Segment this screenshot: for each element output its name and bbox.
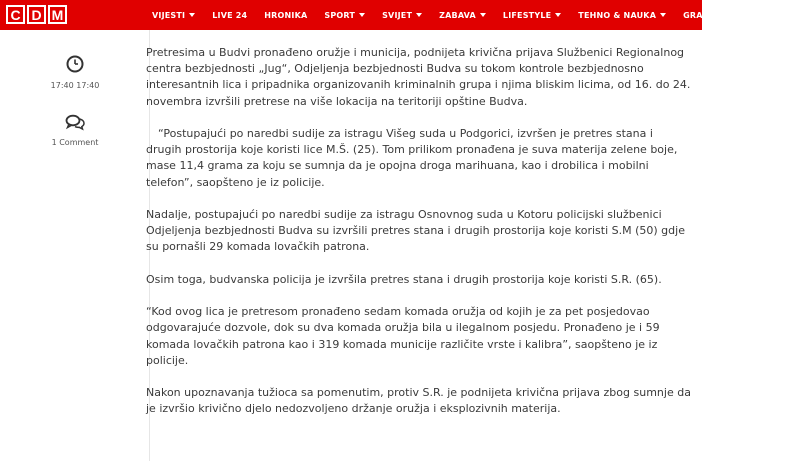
publish-time [0, 55, 150, 90]
nav-label: SPORT [324, 10, 356, 20]
top-navigation-bar [0, 0, 784, 30]
nav-label: ZABAVA [439, 10, 476, 20]
article-body [146, 45, 691, 434]
nav-label: LIVE 24 [212, 10, 248, 20]
nav-item-live24[interactable] [212, 0, 247, 30]
article-paragraph: “Postupajući po naredbi sudije za istragu Višeg suda u Podgorici, izvršen je pretres stana i drugih prostorija koje koristi lice M.Š. (25). Tom prilikom pronađena je suva materija zelene boje, mase 11,4 grama za koju se sumnja da je opojna droga marihuana, kao i drobilica i mobilni telefon”, saopšteno je iz policije. [146, 127, 678, 189]
chevron-down-icon [359, 13, 365, 17]
comments-icon [65, 114, 85, 130]
chevron-down-icon [189, 13, 195, 17]
nav-label: AUTO-MOTO [726, 10, 784, 20]
article-paragraph: Pretresima u Budvi pronađeno oružje i municija, podnijeta krivična prijava Službenici Regionalnog centra bezbjednosti „Jug“, Odjeljenja bezbjednosti Budva su tokom kontrole bezbjednosno interesantnih lica i pripadnika organizovanih kriminalnih grupa i njima bliskim licima, od 16. do 24. novembra izvršili pretrese na više lokacija na teritoriji opštine Budva. [146, 46, 691, 108]
chevron-down-icon [416, 13, 422, 17]
nav-item-lifestyle[interactable] [503, 0, 561, 30]
nav-item-auto-moto[interactable] [726, 0, 793, 30]
logo-letter-c: C [6, 5, 25, 24]
article-paragraph: “Kod ovog lica je pretresom pronađeno sedam komada oružja od kojih je za pet posjedovao odgovarajuće dozvole, dok su dva komada oružja bila u ilegalnom posjedu. Pronađeno je i 59 komada lovačkih patrona kao i 319 komada municije različite vrste i kalibra”, saopšteno je iz policije. [146, 305, 660, 367]
nav-item-svijet[interactable] [382, 0, 422, 30]
nav-label: HRONIKA [264, 10, 308, 20]
main-nav [152, 0, 810, 30]
nav-label: GRAD [683, 10, 710, 20]
nav-label: VIJESTI [152, 10, 186, 20]
article-paragraph: Nakon upoznavanja tužioca sa pomenutim, protiv S.R. je podnijeta krivična prijava zbog sumnje da je izvršio krivično djelo nedozvoljeno držanje oružja i eksplozivnih materija. [146, 386, 691, 416]
clock-icon [66, 55, 84, 73]
article-paragraph: Nadalje, postupajući po naredbi sudije za istragu Osnovnog suda u Kotoru policijski službenici Odjeljenja bezbjednosti Budva su izvršili pretres stana i drugih prostorija koje koristi S.M (50) gdje su pornašli 29 komada lovačkih patrona. [146, 208, 685, 254]
nav-item-vijesti[interactable] [152, 0, 195, 30]
nav-label: SVIJET [382, 10, 413, 20]
article-meta-sidebar [0, 30, 150, 461]
nav-item-grad[interactable] [683, 0, 709, 30]
nav-item-zabava[interactable] [439, 0, 486, 30]
nav-item-hronika[interactable] [264, 0, 307, 30]
nav-label: LIFESTYLE [502, 10, 552, 20]
logo-letter-m: M [48, 5, 67, 24]
chevron-down-icon [660, 13, 666, 17]
cdm-logo[interactable] [6, 5, 67, 24]
article-paragraph: Osim toga, budvanska policija je izvršila pretres stana i drugih prostorija koje koristi S.R. (65). [146, 272, 662, 286]
nav-label: TEHNO & NAUKA [578, 10, 657, 20]
logo-letter-d: D [27, 5, 46, 24]
nav-item-tehno-nauka[interactable] [578, 0, 666, 30]
publish-time-text: 17:40 17:40 [50, 81, 100, 90]
chevron-down-icon [555, 13, 561, 17]
chevron-down-icon [787, 13, 793, 17]
comment-count-text: 1 Comment [51, 138, 99, 147]
nav-item-sport[interactable] [324, 0, 365, 30]
comment-count[interactable] [0, 114, 150, 147]
chevron-down-icon [480, 13, 486, 17]
